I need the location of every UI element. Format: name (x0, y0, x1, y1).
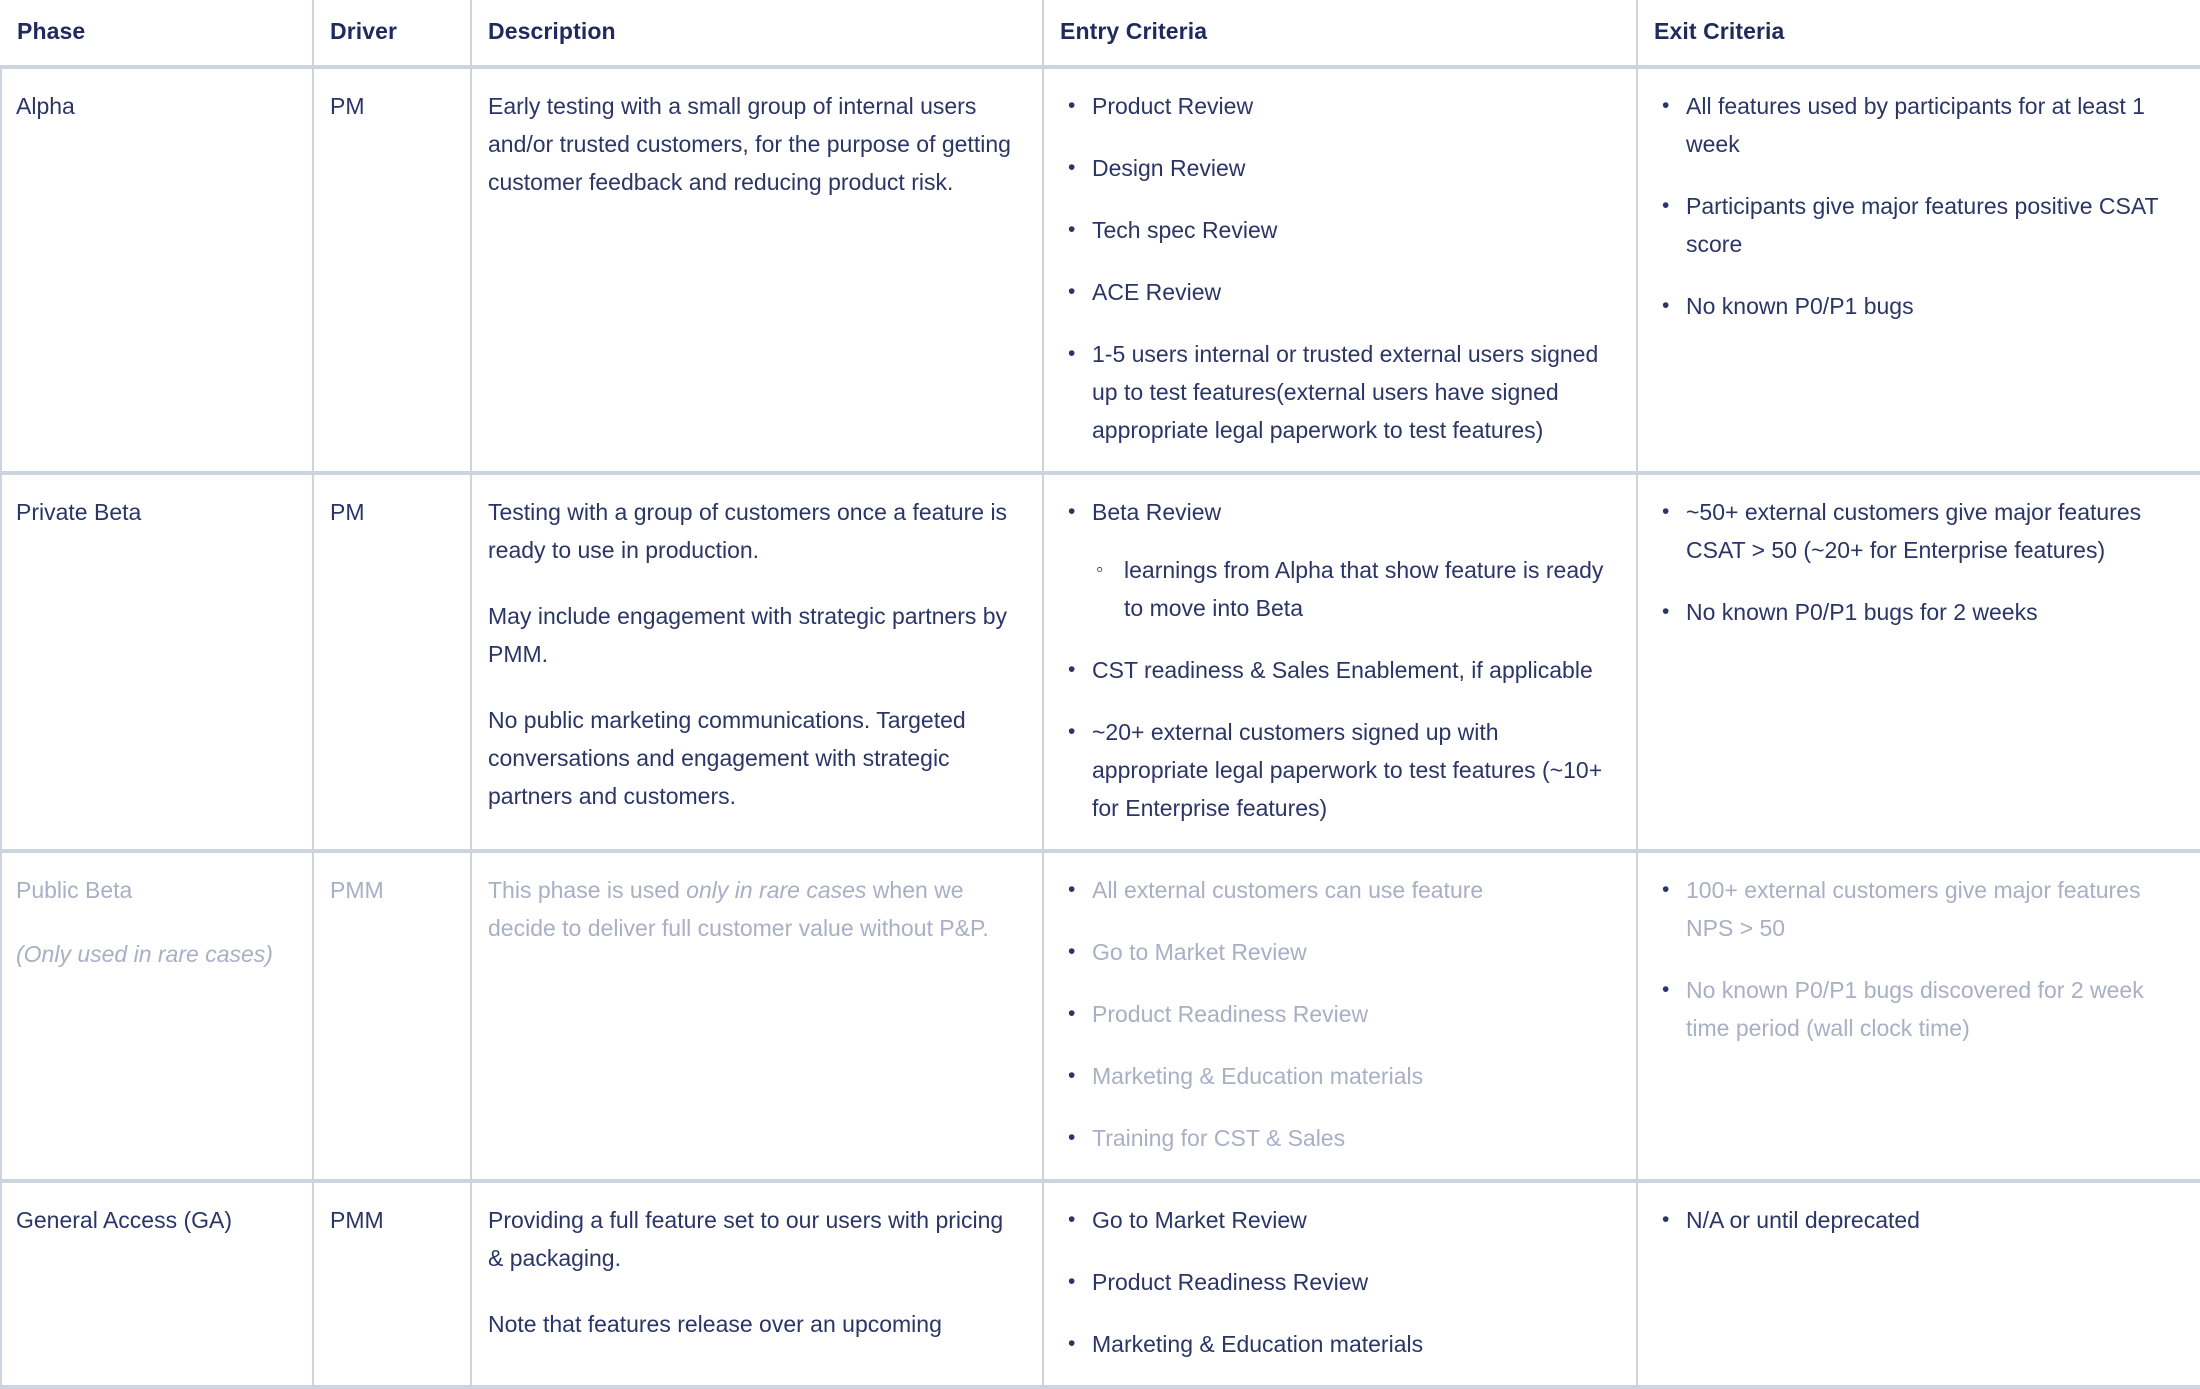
entry_criteria-item (1062, 1325, 1618, 1363)
entry_criteria-list (1060, 87, 1618, 449)
cell-entry-criteria (1043, 851, 1637, 1181)
exit_criteria-item (1656, 187, 2182, 263)
exit_criteria-item-text: 100+ external customers give major features NPS > 50 (1686, 877, 2141, 941)
exit_criteria-list (1654, 1201, 2182, 1239)
exit_criteria-item-text: No known P0/P1 bugs for 2 weeks (1686, 599, 2038, 625)
cell-description (471, 1181, 1043, 1387)
entry_criteria-item (1062, 995, 1618, 1033)
table-row (1, 473, 2200, 851)
table-row (1, 1181, 2200, 1387)
entry_criteria-item-text: Training for CST & Sales (1092, 1125, 1346, 1151)
description-paragraph: This phase is used only in rare cases when we decide to deliver full customer value without P&P. (488, 877, 989, 941)
cell-description (471, 473, 1043, 851)
entry_criteria-list (1060, 871, 1618, 1157)
exit_criteria-item-text: N/A or until deprecated (1686, 1207, 1920, 1233)
cell-description (471, 851, 1043, 1181)
exit_criteria-list (1654, 87, 2182, 325)
exit_criteria-item (1656, 287, 2182, 325)
cell-entry-criteria (1043, 67, 1637, 473)
cell-phase (1, 851, 313, 1181)
entry_criteria-item-text: ~20+ external customers signed up with appropriate legal paperwork to test features (~10+ for Enterprise features) (1092, 719, 1603, 821)
cell-driver (313, 67, 471, 473)
table-row (1, 67, 2200, 473)
driver-label: PMM (330, 1207, 384, 1233)
description-paragraph: No public marketing communications. Targeted conversations and engagement with strategic partners and customers. (488, 707, 966, 809)
phase-name: Private Beta (16, 499, 142, 525)
exit_criteria-item (1656, 87, 2182, 163)
entry_criteria-item (1062, 1263, 1618, 1301)
entry_criteria-item-text: CST readiness & Sales Enablement, if applicable (1092, 657, 1593, 683)
column-header-phase: Phase (1, 0, 313, 67)
exit_criteria-item-text: No known P0/P1 bugs discovered for 2 week time period (wall clock time) (1686, 977, 2144, 1041)
exit_criteria-list (1654, 493, 2182, 631)
entry_criteria-item-text: Tech spec Review (1092, 217, 1278, 243)
exit_criteria-item (1656, 493, 2182, 569)
cell-phase (1, 1181, 313, 1387)
driver-label: PMM (330, 877, 384, 903)
exit_criteria-item-text: ~50+ external customers give major features CSAT > 50 (~20+ for Enterprise features) (1686, 499, 2142, 563)
driver-label: PM (330, 499, 365, 525)
entry_criteria-item (1062, 87, 1618, 125)
entry_criteria-item (1062, 933, 1618, 971)
cell-driver (313, 1181, 471, 1387)
entry_criteria-item (1062, 1201, 1618, 1239)
entry_criteria-item (1062, 149, 1618, 187)
exit_criteria-item (1656, 593, 2182, 631)
exit_criteria-item-text: All features used by participants for at least 1 week (1686, 93, 2145, 157)
entry_criteria-item-text: Product Readiness Review (1092, 1001, 1369, 1027)
entry_criteria-subitem: ◦ learnings from Alpha that show feature is ready to move into Beta (1092, 551, 1618, 627)
entry_criteria-item (1062, 871, 1618, 909)
column-header-description: Description (471, 0, 1043, 67)
phase-name: General Access (GA) (16, 1207, 233, 1233)
cell-phase (1, 473, 313, 851)
phase-name: Public Beta (16, 877, 133, 903)
entry_criteria-item-text: Product Readiness Review (1092, 1269, 1369, 1295)
exit_criteria-item (1656, 871, 2182, 947)
driver-label: PM (330, 93, 365, 119)
exit_criteria-item-text: Participants give major features positive CSAT score (1686, 193, 2159, 257)
entry_criteria-list (1060, 493, 1618, 827)
cell-exit-criteria (1637, 1181, 2200, 1387)
emphasis-text: only in rare cases (686, 877, 867, 903)
entry_criteria-item (1062, 273, 1618, 311)
table-row (1, 851, 2200, 1181)
cell-phase (1, 67, 313, 473)
description-paragraph: Note that features release over an upcoming (488, 1311, 942, 1337)
cell-driver (313, 851, 471, 1181)
entry_criteria-item-text: Beta Review (1092, 499, 1222, 525)
entry_criteria-item-text: Design Review (1092, 155, 1246, 181)
column-header-driver: Driver (313, 0, 471, 67)
exit_criteria-item (1656, 1201, 2182, 1239)
cell-driver (313, 473, 471, 851)
exit_criteria-item (1656, 971, 2182, 1047)
entry_criteria-item (1062, 211, 1618, 249)
table-body (1, 67, 2200, 1387)
exit_criteria-item-text: No known P0/P1 bugs (1686, 293, 1914, 319)
description-paragraph: May include engagement with strategic partners by PMM. (488, 603, 1008, 667)
entry_criteria-item-text: Marketing & Education materials (1092, 1063, 1424, 1089)
entry_criteria-item-text: Go to Market Review (1092, 1207, 1307, 1233)
entry_criteria-item-text: 1-5 users internal or trusted external users signed up to test features(external users have signed appropriate legal paperwork to test features) (1092, 341, 1599, 443)
cell-entry-criteria (1043, 1181, 1637, 1387)
column-header-entry-criteria: Entry Criteria (1043, 0, 1637, 67)
entry_criteria-item-text: Marketing & Education materials (1092, 1331, 1424, 1357)
entry_criteria-item (1062, 1119, 1618, 1157)
entry_criteria-item-text: Product Review (1092, 93, 1254, 119)
cell-exit-criteria (1637, 473, 2200, 851)
exit_criteria-list (1654, 871, 2182, 1047)
entry_criteria-item (1062, 1057, 1618, 1095)
entry_criteria-sublist (1092, 551, 1618, 627)
entry_criteria-item (1062, 335, 1618, 449)
cell-exit-criteria (1637, 67, 2200, 473)
entry_criteria-item-text: All external customers can use feature (1092, 877, 1484, 903)
description-paragraph: Providing a full feature set to our users with pricing & packaging. (488, 1207, 1004, 1271)
cell-exit-criteria (1637, 851, 2200, 1181)
phase-name: Alpha (16, 93, 75, 119)
phase-note: (Only used in rare cases) (16, 941, 273, 967)
table-header (1, 0, 2200, 67)
table-header-row (1, 0, 2200, 67)
cell-entry-criteria (1043, 473, 1637, 851)
entry_criteria-item-text: Go to Market Review (1092, 939, 1307, 965)
cell-description (471, 67, 1043, 473)
entry_criteria-item (1062, 713, 1618, 827)
entry_criteria-item-text: ACE Review (1092, 279, 1222, 305)
entry_criteria-list (1060, 1201, 1618, 1363)
entry_criteria-item (1062, 493, 1618, 627)
description-paragraph: Testing with a group of customers once a feature is ready to use in production. (488, 499, 1008, 563)
description-paragraph: Early testing with a small group of internal users and/or trusted customers, for the purpose of getting customer feedback and reducing product risk. (488, 93, 1011, 195)
entry_criteria-item (1062, 651, 1618, 689)
column-header-exit-criteria: Exit Criteria (1637, 0, 2200, 67)
